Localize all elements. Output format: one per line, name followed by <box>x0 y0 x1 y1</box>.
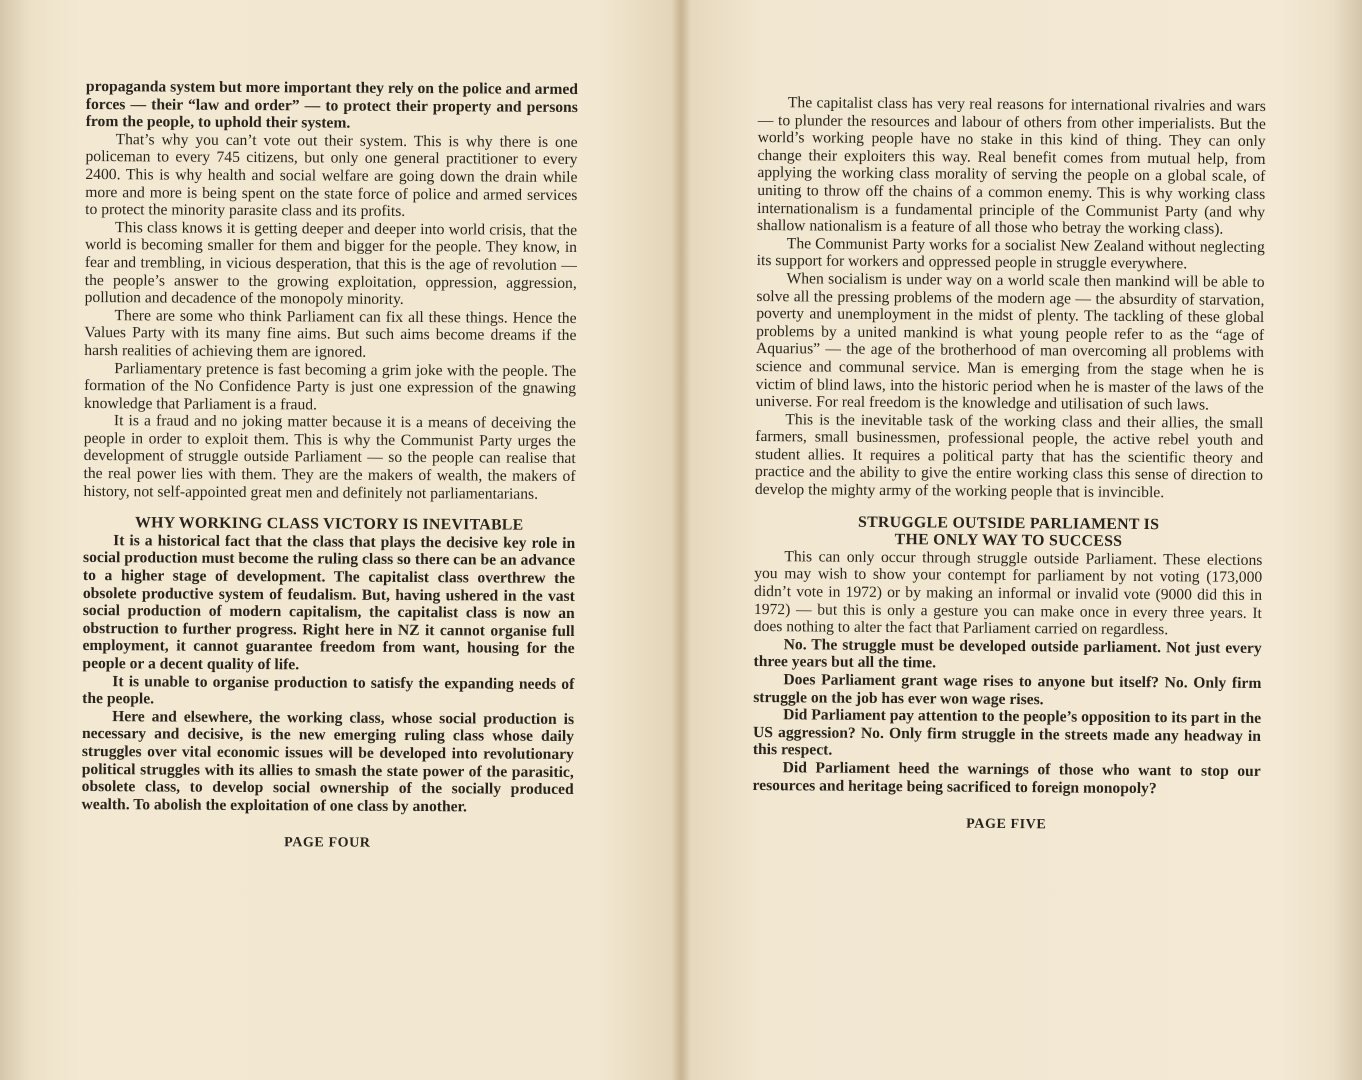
page-number-four: PAGE FOUR <box>284 835 371 852</box>
right-page <box>752 94 1266 836</box>
page-number-five: PAGE FIVE <box>966 816 1047 833</box>
right-paragraph-4: This is the inevitable task of the working class and their allies, the small farmers, small businessmen, professional people, the active rebel youth and student allies. It requires a political party that has the scientific theory and practice and the ability to give the entire working class this sense of direction to develop the mighty army of the working people that is invincible. <box>754 410 1264 502</box>
right-bold-paragraph-2: Does Parliament grant wage rises to anyone but itself? No. Only firm struggle on the job has ever won wage rises. <box>753 671 1262 708</box>
center-fold <box>672 0 690 1080</box>
left-section-heading: WHY WORKING CLASS VICTORY IS INEVITABLE <box>134 514 524 534</box>
right-section-heading <box>754 513 1262 552</box>
right-heading-line-1: STRUGGLE OUTSIDE PARLIAMENT IS <box>857 513 1160 533</box>
left-bold-paragraph-2: It is unable to organise production to satisfy the expanding needs of the people. <box>82 672 575 708</box>
left-edge-shadow <box>0 0 30 1080</box>
left-paragraph-3: This class knows it is getting deeper and deeper into world crisis, that the world is becoming smaller for them and bigger for the people. They know, in fear and trembling, in vicious desperation, that this is the age of revolution — the people’s answer to the growing exploitation, oppression, aggression, pollution and decadence of the monopoly minority. <box>84 218 578 309</box>
right-paragraph-3: When socialism is under way on a world scale then mankind will be able to solve all the pressing problems of the modern age — the absurdity of starvation, poverty and unemployment in the midst of plenty. The tackling of these global problems by a united mankind is what young people refer to as the “age of Aquarius” — the age of the brotherhood of man overcoming all problems with science and communal service. Man is emerging from the stage when he is victim of blind laws, into the historic period when he is master of the laws of the universe. For real freedom is the knowledge and utilisation of such laws. <box>755 270 1265 414</box>
right-bold-paragraph-1: No. The struggle must be developed outside parliament. Not just every three years but all the time. <box>753 636 1262 672</box>
right-paragraph-5: This can only occur through struggle outside Parliament. These elections you may wish to show your contempt for parliament by not voting (173,000 didn’t vote in 1972) or by making an informal or invalid vote (9000 did this in 1972) — but this is only a gesture you can make once in every three years. It does nothing to alter the fact that Parliament carried on regardless. <box>753 548 1263 639</box>
right-bold-paragraph-4: Did Parliament heed the warnings of those who want to stop our resources and heritage being sacrificed to foreign monopoly? <box>752 759 1261 797</box>
left-paragraph-4: There are some who think Parliament can fix all these things. Hence the Values Party with its many fine aims. But such aims become dreams if the harsh realities of achieving them are ignored. <box>84 306 577 361</box>
left-paragraph-6: It is a fraud and no joking matter because it is a means of deceiving the people in order to exploit them. This is why the Communist Party urges the development of struggle outside Parliament — so the people can realise that the real power lies with them. They are the makers of wealth, the makers of history, not self-appointed great men and definitely not parliamentarians. <box>83 412 576 503</box>
right-paragraph-2: The Communist Party works for a socialist New Zealand without neglecting its support for workers and oppressed people in struggle everywhere. <box>756 234 1265 273</box>
left-paragraph-2: That’s why you can’t vote out their system. This is why there is one policeman to every 745 citizens, but only one general practitioner to every 2400. This is why health and social welfare are going down the drain while more and more is being spent on the state force of police and armed services to protect the minority parasite class and its profits. <box>85 130 578 221</box>
right-paragraph-1: The capitalist class has very real reasons for international rivalries and wars — to plunder the resources and labour of others from other imperialists. But the world’s working people have no stake in this kind of thing. They can only change their exploiters this way. Real benefit comes from mutual help, from applying the working class morality of serving the people on a global scale, of uniting to throw off the chains of a common enemy. This is why working class internationalism is a fundamental principle of the Communist Party (and why shallow nationalism is a feature of all those who betray the working class). <box>756 94 1266 238</box>
left-bold-paragraph-3: Here and elsewhere, the working class, whose social production is necessary and decisive, is the new emerging ruling class whose daily struggles over vital economic issues will be developed into revolutionary political struggles with its allies to smash the state power of the parasitic, obsolete class, to develop social ownership of the socially produced wealth. To abolish the exploitation of one class by another. <box>81 707 575 816</box>
left-paragraph-1: propaganda system but more important they rely on the police and armed forces — their “law and order” — to protect their property and persons from the people, to uphold their system. <box>85 78 578 132</box>
right-heading-line-2: THE ONLY WAY TO SUCCESS <box>894 531 1123 551</box>
left-bold-paragraph-1: It is a historical fact that the class that plays the decisive key role in social production must become the ruling class so there can be an advance to a higher stage of development. The capitalist class overthrew the obsolete productive system of feudalism. But, having ushered in the vast social production of modern capitalism, the capitalist class is now an obstruction to further progress. Right here in NZ it cannot organise full employment, it cannot guarantee freedom from want, housing for the people or a decent quality of life. <box>82 532 576 674</box>
left-page <box>81 78 578 854</box>
right-edge-shadow <box>1332 0 1362 1080</box>
left-paragraph-5: Parliamentary pretence is fast becoming a grim joke with the people. The formation of the No Confidence Party is just one expression of the gnawing knowledge that Parliament is a fraud. <box>83 359 577 414</box>
right-bold-paragraph-3: Did Parliament pay attention to the people’s opposition to its part in the US aggression? No. Only firm struggle in the streets made any headway in this respect. <box>752 706 1262 759</box>
